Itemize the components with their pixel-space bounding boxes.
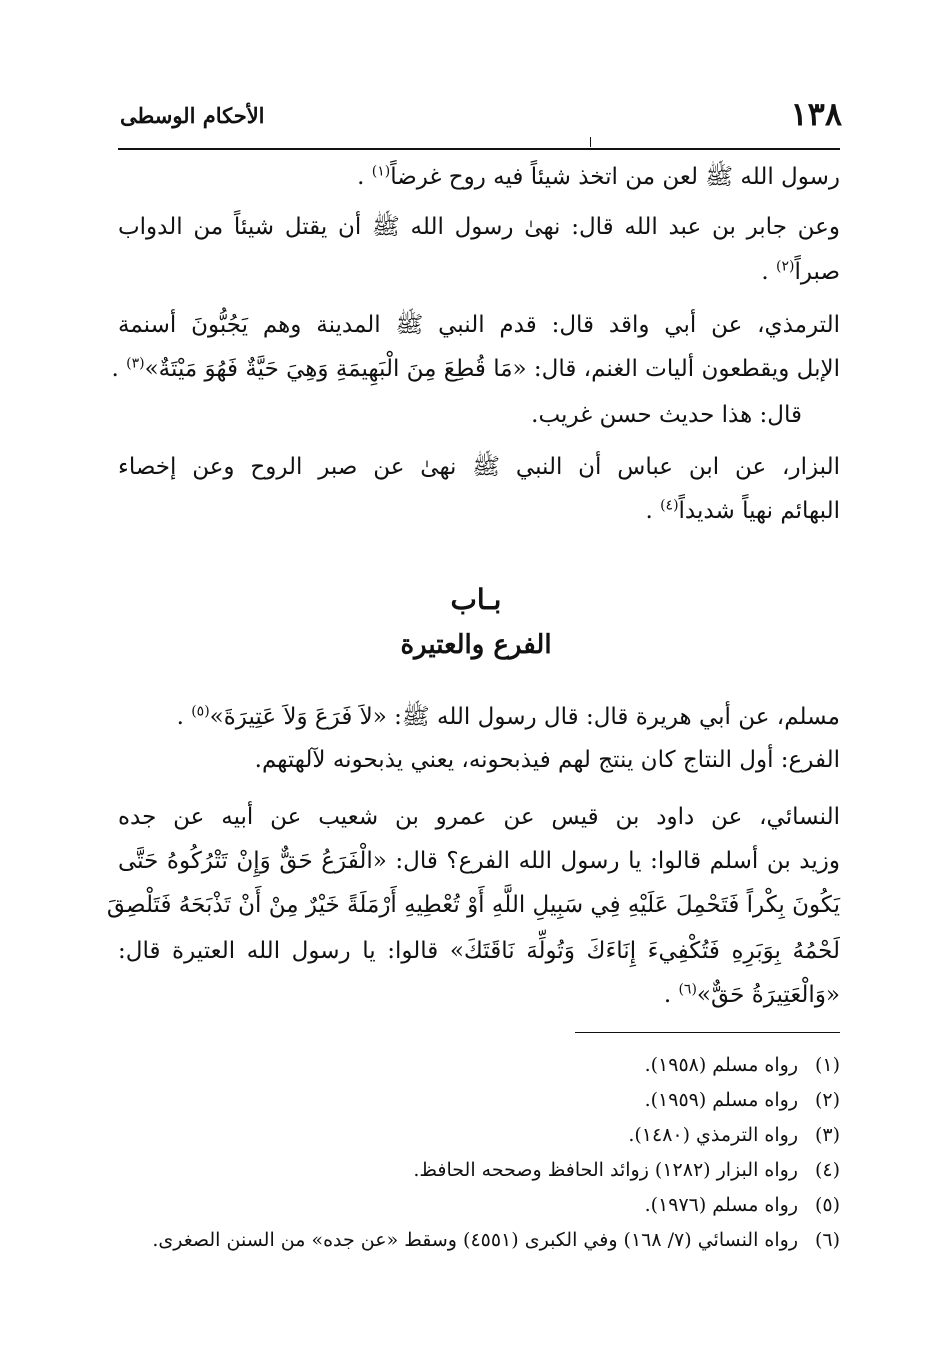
body-line-text: الفرع: أول النتاج كان ينتج لهم فيذبحونه، يعني يذبحونه لآلهتهم. (254, 747, 840, 773)
body-line-6 (118, 398, 802, 432)
body-line-5 (111, 352, 840, 386)
footnote-marker: (٣) (126, 355, 145, 372)
footnote-text: رواه مسلم (١٩٥٨). (644, 1054, 798, 1076)
body-line-text: وعن جابر بن عبد الله قال: نهىٰ رسول الله ﷺ أن يقتل شيئاً من الدواب (118, 214, 840, 240)
body-line-8 (118, 494, 840, 528)
body-line-10 (118, 743, 840, 777)
body-line-2 (118, 210, 840, 244)
body-line-text: الإبل ويقطعون أليات الغنم، قال: «مَا قُطِعَ مِنَ الْبَهِيمَةِ وَهِيَ حَيَّةٌ فَهُوَ مَيْتَةٌ» (144, 356, 840, 382)
footnote-number: (٢) (814, 1089, 840, 1111)
page-number: ١٣٨ (790, 95, 842, 133)
period: . (663, 982, 672, 1008)
section-heading: بـاب (450, 583, 502, 616)
footnote-number: (٦) (814, 1229, 840, 1251)
footnote-marker: (٥) (191, 703, 210, 720)
footnote-text: رواه الترمذي (١٤٨٠). (628, 1124, 798, 1146)
footnote-rule (575, 1032, 840, 1033)
footnote-number: (٣) (814, 1124, 840, 1146)
body-line-text: «وَالْعَتِيرَةُ حَقٌّ» (696, 982, 840, 1008)
footnote-marker: (٦) (678, 981, 697, 998)
footnote-text: رواه مسلم (١٩٧٦). (644, 1194, 798, 1216)
footnote-number: (٤) (814, 1159, 840, 1181)
body-line-7 (118, 450, 840, 484)
footnote-number: (٥) (814, 1194, 840, 1216)
body-line-12 (118, 844, 840, 878)
body-line-text: البهائم نهياً شديداً (678, 498, 840, 524)
period: . (357, 164, 365, 190)
footnote-2 (118, 1085, 840, 1115)
body-line-text: وزيد بن أسلم قالوا: يا رسول الله الفرع؟ قال: «الْفَرَعُ حَقٌّ وَإِنْ تَتْرُكُوهُ حَتَّى (118, 848, 840, 874)
footnote-text: رواه مسلم (١٩٥٩). (644, 1089, 798, 1111)
body-line-11 (118, 800, 840, 834)
footnote-text: رواه البزار (١٢٨٢) زوائد الحافظ وصححه الحافظ. (413, 1159, 798, 1181)
body-line-1 (118, 160, 840, 194)
body-line-text: النسائي، عن داود بن قيس عن عمرو بن شعيب عن أبيه عن جده (118, 804, 840, 830)
footnote-text: رواه النسائي (٧/ ١٦٨) وفي الكبرى (٤٥٥١) وسقط «عن جده» من السنن الصغرى. (152, 1229, 798, 1251)
header-tick-mark (590, 137, 591, 147)
period: . (645, 498, 653, 524)
body-line-3 (118, 255, 840, 289)
body-line-9 (118, 700, 840, 734)
body-line-text: البزار، عن ابن عباس أن النبي ﷺ نهىٰ عن صبر الروح وعن إخصاء (118, 454, 840, 480)
footnote-1 (118, 1050, 840, 1080)
body-line-15 (118, 978, 840, 1012)
footnote-number: (١) (814, 1054, 840, 1076)
footnote-3 (118, 1120, 840, 1150)
footnote-4 (118, 1155, 840, 1185)
footnote-marker: (١) (371, 163, 391, 180)
body-line-text: صبراً (794, 259, 840, 285)
body-line-text: الترمذي، عن أبي واقد قال: قدم النبي ﷺ المدينة وهم يَجُبُّونَ أسنمة (118, 312, 840, 338)
period: . (761, 259, 769, 285)
header-rule (118, 148, 840, 150)
body-line-text: رسول الله ﷺ لعن من اتخذ شيئاً فيه روح غرضاً (390, 164, 840, 190)
footnote-6 (118, 1225, 840, 1255)
footnote-5 (118, 1190, 840, 1220)
body-line-14 (118, 934, 840, 968)
body-line-text: يَكُونَ بِكْراً فَتَحْمِلَ عَلَيْهِ فِي سَبِيلِ اللَّهِ أَوْ تُعْطِيهِ أَرْمَلَةً خَيْرٌ مِنْ أَنْ تَذْبَحَهُ فَتَلْصِقَ (106, 892, 840, 918)
footnote-marker: (٢) (775, 258, 795, 275)
section-title: الفرع والعتيرة (400, 630, 552, 660)
running-title: الأحكام الوسطى (120, 103, 265, 128)
body-line-text: قال: هذا حديث حسن غريب. (531, 402, 802, 428)
body-line-13 (106, 888, 840, 922)
period: . (176, 704, 184, 730)
footnote-marker: (٤) (660, 497, 679, 514)
period: . (111, 356, 119, 382)
body-line-4 (118, 308, 840, 342)
body-line-text: لَحْمُهُ بِوَبَرِهِ فَتُكْفِيءَ إِنَاءَكَ وَتُولِّهَ نَاقَتَكَ» قالوا: يا رسول الله العتيرة قال: (118, 938, 840, 964)
body-line-text: مسلم، عن أبي هريرة قال: قال رسول الله ﷺ: «لاَ فَرَعَ وَلاَ عَتِيرَةَ» (209, 704, 840, 730)
